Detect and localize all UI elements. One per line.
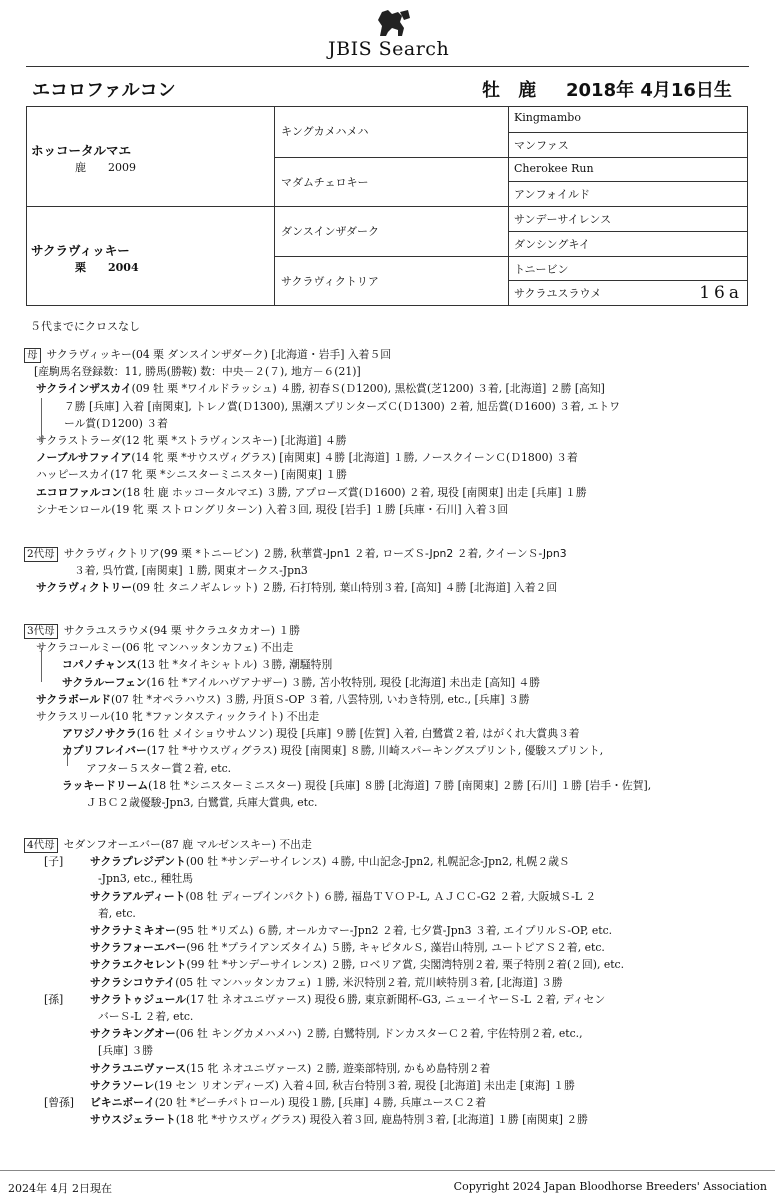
horse-name-bold: サクラアルディート	[90, 889, 186, 903]
pedigree-gen3-cell: アンフォイルド	[509, 181, 747, 206]
section-tag: 母	[24, 348, 41, 363]
horse-name-bold: サクラフォーエバー	[90, 941, 187, 955]
descendant-line: サクラナミキオー(95 牡 *リズム) ６勝, オールカマー-Jpn2 ２着, 七夕賞-Jpn3 ３着, エイプリルＳ-OP, etc.	[90, 924, 613, 937]
tree-connector	[41, 648, 42, 682]
pedigree-table	[26, 106, 748, 306]
sire-year: 2009	[108, 161, 136, 174]
descendant-line: サクラキングオー(06 牡 キングカメハメハ) ２勝, 白鷺特別, ドンカスターＣ２着, 宇佐特別２着, etc.,	[90, 1027, 583, 1041]
fourth-dam-line: セダンフオーエバー(87 鹿 マルゼンスキー) 不出走	[63, 838, 312, 851]
descendant-line: サウスジェラート(18 牝 *サウスヴィグラス) 現役入着３回, 鹿島特別３着, [北海道] １勝 [南関東] ２勝	[90, 1113, 588, 1127]
dam-year: 2004	[108, 261, 139, 274]
horse-name-bold: エコロファルコン	[36, 485, 123, 499]
horse-name-bold: コパノチャンス	[62, 658, 137, 672]
horse-name-bold: カプリフレイバー	[62, 744, 147, 758]
progeny-summary: [産駒馬名登録数：11, 勝馬(勝鞍) 数：中央－２(７), 地方－６(21)]	[34, 365, 361, 379]
descendant-line-cont: バーＳ-L ２着, etc.	[98, 1010, 194, 1023]
horse-name-bold: サクラナミキオー	[90, 924, 176, 937]
section-fourth-dam	[24, 836, 754, 1128]
horse-name-bold: サクラエクセレント	[90, 958, 187, 972]
section-second-dam	[24, 545, 754, 597]
horse-name-bold: サクラヴィクトリー	[36, 581, 133, 595]
descendant-line: ビキニボーイ(20 牡 *ビーチパトロール) 現役１勝, [兵庫] ４勝, 兵庫ユースＣ２着	[90, 1096, 487, 1110]
dam-color: 栗	[75, 261, 86, 274]
tree-connector	[41, 398, 42, 442]
pedigree-gen3-cell: トニービン	[509, 256, 747, 281]
pedigree-gen3-cell: サンデーサイレンス	[509, 206, 747, 231]
second-dam-line: サクラヴィクトリア(99 栗 *トニービン) ２勝, 秋華賞-Jpn1 ２着, ローズＳ-Jpn2 ２着, クイーンＳ-Jpn3	[63, 547, 567, 560]
horse-name-bold: サクラトゥジュール	[90, 992, 187, 1006]
horse-birth-date: 2018年 4月16日生	[566, 80, 732, 101]
second-dam-line-cont: ３着, 呉竹賞, [南関東] １勝, 関東オークス-Jpn3	[74, 564, 308, 578]
descendant-line: サクラソーレ(19 セン リオンディーズ) 入着４回, 秋吉台特別３着, 現役 [北海道] 未出走 [東海] １勝	[90, 1078, 575, 1092]
progeny-line: ハッピースカイ(17 牝 栗 *シニスターミニスター) [南関東] １勝	[36, 468, 347, 482]
pedigree-gen3-cell: ダンシングキイ	[509, 231, 747, 256]
section-dam	[24, 346, 754, 518]
progeny-line: サクラコールミー(06 牝 マンハッタンカフェ) 不出走	[36, 641, 294, 655]
family-code: 16a	[699, 283, 743, 303]
header-divider	[26, 66, 749, 67]
descendant-line: サクラユニヴァース(15 牝 ネオユニヴァース) ２勝, 遊楽部特別, かもめ島特別２着	[90, 1061, 491, 1075]
pedigree-gen3-cell: Cherokee Run	[509, 157, 747, 182]
jbis-logo	[328, 8, 458, 60]
generation-label: [孫]	[44, 992, 64, 1006]
pedigree-gen3-cell: サクラユスラウメ	[509, 280, 747, 305]
descendant-line-cont: -Jpn3, etc., 種牡馬	[98, 872, 194, 886]
descendant-line-cont: [兵庫] ３勝	[98, 1044, 154, 1058]
progeny-line: サクラスリール(10 牝 *ファンタスティックライト) 不出走	[36, 710, 320, 724]
horse-name-bold: サクラキングオー	[90, 1027, 176, 1041]
section-tag: 2代母	[24, 547, 58, 562]
horse-name-bold: サクラユニヴァース	[90, 1061, 187, 1075]
footer-divider	[0, 1170, 775, 1171]
grandprogeny-line: コパノチャンス(13 牡 *タイキシャトル) ３勝, 潮騒特別	[62, 658, 333, 672]
section-tag: 4代母	[24, 838, 58, 853]
pedigree-gen2-cell: キングカメハメハ	[275, 107, 509, 157]
grandprogeny-line: サクラルーフェン(16 牡 *アイルハヴアナザー) ３勝, 苫小牧特別, 現役 [北海道] 未出走 [高知] ４勝	[62, 675, 541, 689]
dam-line: サクラヴィッキー(04 栗 ダンスインザダーク) [北海道・岩手] 入着５回	[46, 348, 392, 361]
descendant-line: サクラプレジデント(00 牡 *サンデーサイレンス) ４勝, 中山記念-Jpn2, 札幌記念-Jpn2, 札幌２歳Ｓ	[90, 855, 570, 869]
sire-name: ホッコータルマエ	[31, 143, 132, 158]
section-tag: 3代母	[24, 624, 58, 639]
descendant-line: サクラトゥジュール(17 牡 ネオユニヴァース) 現役６勝, 東京新聞杯-G3, ニューイヤーＳ-L ２着, ディセン	[90, 992, 606, 1006]
horse-logo-icon	[372, 8, 414, 38]
horse-name-bold: サクラソーレ	[90, 1078, 155, 1092]
progeny-line: シナモンロール(19 牝 栗 ストロングリターン) 入着３回, 現役 [岩手] １勝 [兵庫・石川] 入着３回	[36, 502, 509, 516]
progeny-line: サクラヴィクトリー(09 牡 タニノギムレット) ２勝, 石打特別, 葉山特別３着, [高知] ４勝 [北海道] 入着２回	[36, 581, 558, 595]
descendant-line: サクラアルディート(08 牡 ディープインパクト) ６勝, 福島ＴＶＯＰ-L, ＡＪＣＣ-G2 ２着, 大阪城Ｓ-L ２	[90, 889, 597, 903]
grandprogeny-line-cont: ＪＢＣ２歳優駿-Jpn3, 白鷺賞, 兵庫大賞典, etc.	[86, 796, 318, 810]
horse-sex-color: 牡 鹿	[482, 80, 543, 101]
horse-name-bold: ノーブルサファイア	[36, 451, 132, 465]
pedigree-gen2-cell: ダンスインザダーク	[275, 206, 509, 256]
horse-name: エコロファルコン	[32, 80, 176, 101]
grandprogeny-line: カプリフレイバー(17 牡 *サウスヴィグラス) 現役 [南関東] ８勝, 川崎スパーキングスプリント, 優駿スプリント,	[62, 744, 604, 758]
pedigree-gen3-cell: Kingmambo	[514, 111, 581, 124]
descendant-line: サクラフォーエバー(96 牡 *プライアンズタイム) ５勝, キャピタルＳ, 藻岩山特別, ユートピアＳ２着, etc.	[90, 941, 605, 955]
third-dam-line: サクラユスラウメ(94 栗 サクラユタカオー) １勝	[63, 624, 301, 637]
progeny-line: エコロファルコン(18 牡 鹿 ホッコータルマエ) ３勝, アプローズ賞(Ｄ1600) ２着, 現役 [南関東] 出走 [兵庫] １勝	[36, 485, 587, 499]
progeny-line: サクラインザスカイ(09 牡 栗 *ワイルドラッシュ) ４勝, 初春Ｓ(Ｄ1200), 黒松賞(芝1200) ３着, [北海道] ２勝 [高知]	[36, 382, 605, 396]
horse-name-bold: ビキニボーイ	[90, 1096, 155, 1110]
grandprogeny-line: アワジノサクラ(16 牡 メイショウサムソン) 現役 [兵庫] ９勝 [佐賀] 入着, 白鷺賞２着, はがくれ大賞典３着	[62, 727, 580, 741]
descendant-line: サクラシコウテイ(05 牡 マンハッタンカフェ) １勝, 米沢特別２着, 荒川峡特別３着, [北海道] ３勝	[90, 975, 563, 989]
tree-connector	[67, 752, 68, 766]
progeny-line: ノーブルサファイア(14 牝 栗 *サウスヴィグラス) [南関東] ４勝 [北海道] １勝, ノースクイーンＣ(Ｄ1800) ３着	[36, 451, 578, 465]
horse-name-bold: ラッキードリーム	[62, 778, 149, 792]
generation-label: [子]	[44, 855, 64, 869]
pedigree-sire	[27, 107, 275, 206]
logo-text: JBIS Search	[328, 38, 450, 60]
descendant-line: サクラエクセレント(99 牡 *サンデーサイレンス) ２勝, ロベリア賞, 尖閣湾特別２着, 栗子特別２着(２回), etc.	[90, 958, 625, 972]
dam-name: サクラヴィッキー	[31, 243, 130, 258]
horse-name-bold: サクラルーフェン	[62, 675, 147, 689]
section-third-dam	[24, 622, 754, 811]
cross-note: ５代までにクロスなし	[30, 320, 140, 333]
generation-label: [曾孫]	[44, 1096, 75, 1110]
pedigree-gen2-cell: マダムチェロキー	[275, 157, 509, 207]
grandprogeny-line-cont: アフター５スター賞２着, etc.	[86, 761, 232, 775]
horse-name-bold: サクラシコウテイ	[90, 975, 176, 989]
progeny-line: サクラボールド(07 牡 *オペラハウス) ３勝, 丹頂Ｓ-OP ３着, 八雲特別, いわき特別, etc., [兵庫] ３勝	[36, 692, 530, 706]
horse-name-bold: サクラボールド	[36, 692, 111, 706]
descendant-line-cont: 着, etc.	[98, 906, 136, 920]
pedigree-dam	[27, 206, 275, 305]
pedigree-gen3-cell: マンファス	[509, 132, 747, 157]
footer-date: 2024年 4月 2日現在	[8, 1182, 112, 1195]
progeny-line: サクラストラーダ(12 牝 栗 *ストラヴィンスキー) [北海道] ４勝	[36, 434, 347, 448]
footer-copyright: Copyright 2024 Japan Bloodhorse Breeders' Association	[453, 1180, 767, 1193]
grandprogeny-line: ラッキードリーム(18 牡 *シニスターミニスター) 現役 [兵庫] ８勝 [北海道] ７勝 [南関東] ２勝 [石川] １勝 [岩手・佐賀],	[62, 778, 652, 792]
progeny-line-cont: ール賞(Ｄ1200) ３着	[64, 416, 168, 430]
horse-name-bold: サクラインザスカイ	[36, 382, 132, 396]
progeny-line-cont: ７勝 [兵庫] 入着 [南関東], トレノ賞(Ｄ1300), 黒潮スプリンターズＣ(Ｄ1300) ２着, 旭岳賞(Ｄ1600) ３着, エトワ	[64, 399, 621, 413]
horse-name-bold: サウスジェラート	[90, 1113, 176, 1127]
horse-name-bold: サクラプレジデント	[90, 855, 186, 869]
sire-color: 鹿	[75, 161, 86, 174]
pedigree-gen2-cell: サクラヴィクトリア	[275, 256, 509, 306]
horse-name-bold: アワジノサクラ	[62, 727, 137, 741]
